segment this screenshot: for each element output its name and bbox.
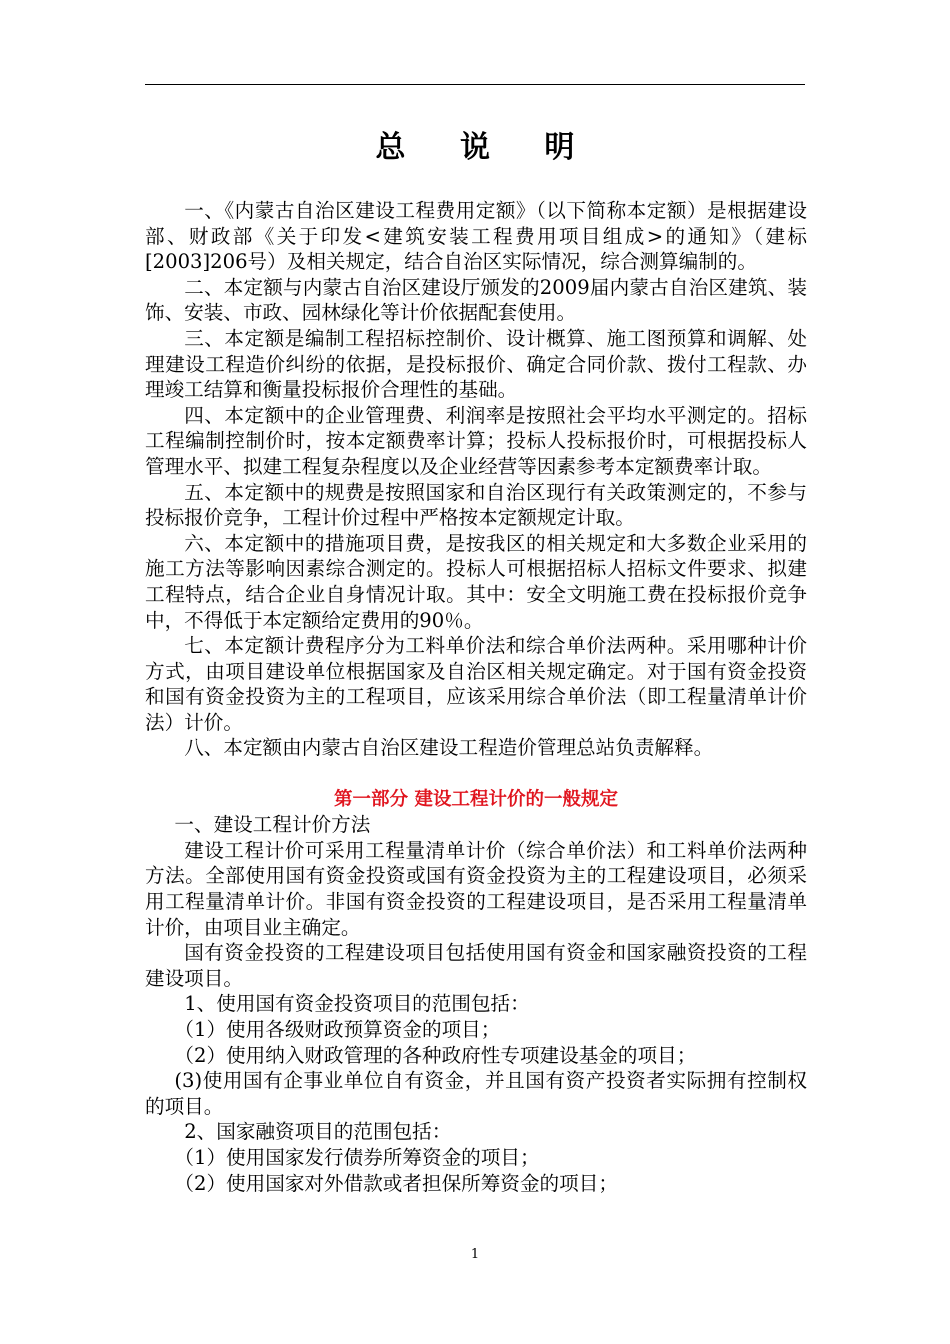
explanation-paragraph-4: 四、本定额中的企业管理费、利润率是按照社会平均水平测定的。招标工程编制控制价时，按本定额费率计算；投标人投标报价时，可根据投标人管理水平、拟建工程复杂程度以及企业经营等因素参考本定额费率计取。 (145, 403, 807, 478)
page-number: 1 (470, 1247, 480, 1262)
list-item-2-sub-1: （1）使用国家发行债券所筹资金的项目； (174, 1145, 540, 1169)
list-item-2-sub-2: （2）使用国家对外借款或者担保所筹资金的项目； (174, 1171, 618, 1195)
header-rule (145, 84, 805, 85)
explanation-paragraph-1: 一、《内蒙古自治区建设工程费用定额》（以下简称本定额）是根据建设部、财政部《关于印发<建筑安装工程费用项目组成>的通知》（建标[2003]206号）及相关规定，结合自治区实际情况，综合测算编制的。 (145, 199, 807, 274)
pricing-method-paragraph: 建设工程计价可采用工程量清单计价（综合单价法）和工料单价法两种方法。全部使用国有资金投资或国有资金投资为主的工程建设项目，必须采用工程量清单计价。非国有资金投资的工程建设项目，是否采用工程量清单计价，由项目业主确定。 (145, 838, 807, 939)
explanation-paragraph-8: 八、本定额由内蒙古自治区建设工程造价管理总站负责解释。 (184, 736, 714, 760)
explanation-paragraph-2: 二、本定额与内蒙古自治区建设厅颁发的2009届内蒙古自治区建筑、装饰、安装、市政、园林绿化等计价依据配套使用。 (145, 275, 807, 325)
explanation-paragraph-3: 三、本定额是编制工程招标控制价、设计概算、施工图预算和调解、处理建设工程造价纠纷的依据，是投标报价、确定合同价款、拨付工程款、办理竣工结算和衡量投标报价合理性的基础。 (145, 326, 807, 402)
list-item-2-title: 2、国家融资项目的范围包括： (184, 1120, 452, 1144)
page-title: 总 说 明 (375, 130, 597, 165)
list-item-1-sub-3: (3)使用国有企事业单位自有资金，并且国有资产投资者实际拥有控制权的项目。 (145, 1069, 807, 1118)
section-gap (145, 761, 807, 787)
list-item-1-sub-2: （2）使用纳入财政管理的各种政府性专项建设基金的项目； (174, 1043, 697, 1067)
section-heading: 第一部分 建设工程计价的一般规定 (334, 788, 618, 810)
list-item-1-title: 1、使用国有资金投资项目的范围包括： (184, 992, 530, 1016)
state-investment-paragraph: 国有资金投资的工程建设项目包括使用国有资金和国家融资投资的工程建设项目。 (145, 941, 807, 990)
list-item-1-sub-1: （1）使用各级财政预算资金的项目； (174, 1018, 501, 1041)
explanation-paragraph-7: 七、本定额计费程序分为工料单价法和综合单价法两种。采用哪种计价方式，由项目建设单位根据国家及自治区相关规定确定。对于国有资金投资和国有资金投资为主的工程项目，应该采用综合单价法（即工程量清单计价法）计价。 (145, 634, 807, 734)
document-body (145, 198, 807, 1196)
explanation-paragraph-5: 五、本定额中的规费是按照国家和自治区现行有关政策测定的，不参与投标报价竞争，工程计价过程中严格按本定额规定计取。 (145, 480, 807, 530)
section-subheading: 一、建设工程计价方法 (174, 813, 371, 837)
explanation-paragraph-6: 六、本定额中的措施项目费，是按我区的相关规定和大多数企业采用的施工方法等影响因素综合测定的。投标人可根据招标人招标文件要求、拟建工程特点，结合企业自身情况计取。其中：安全文明施工费在投标报价竞争中，不得低于本定额给定费用的90％。 (145, 531, 807, 632)
